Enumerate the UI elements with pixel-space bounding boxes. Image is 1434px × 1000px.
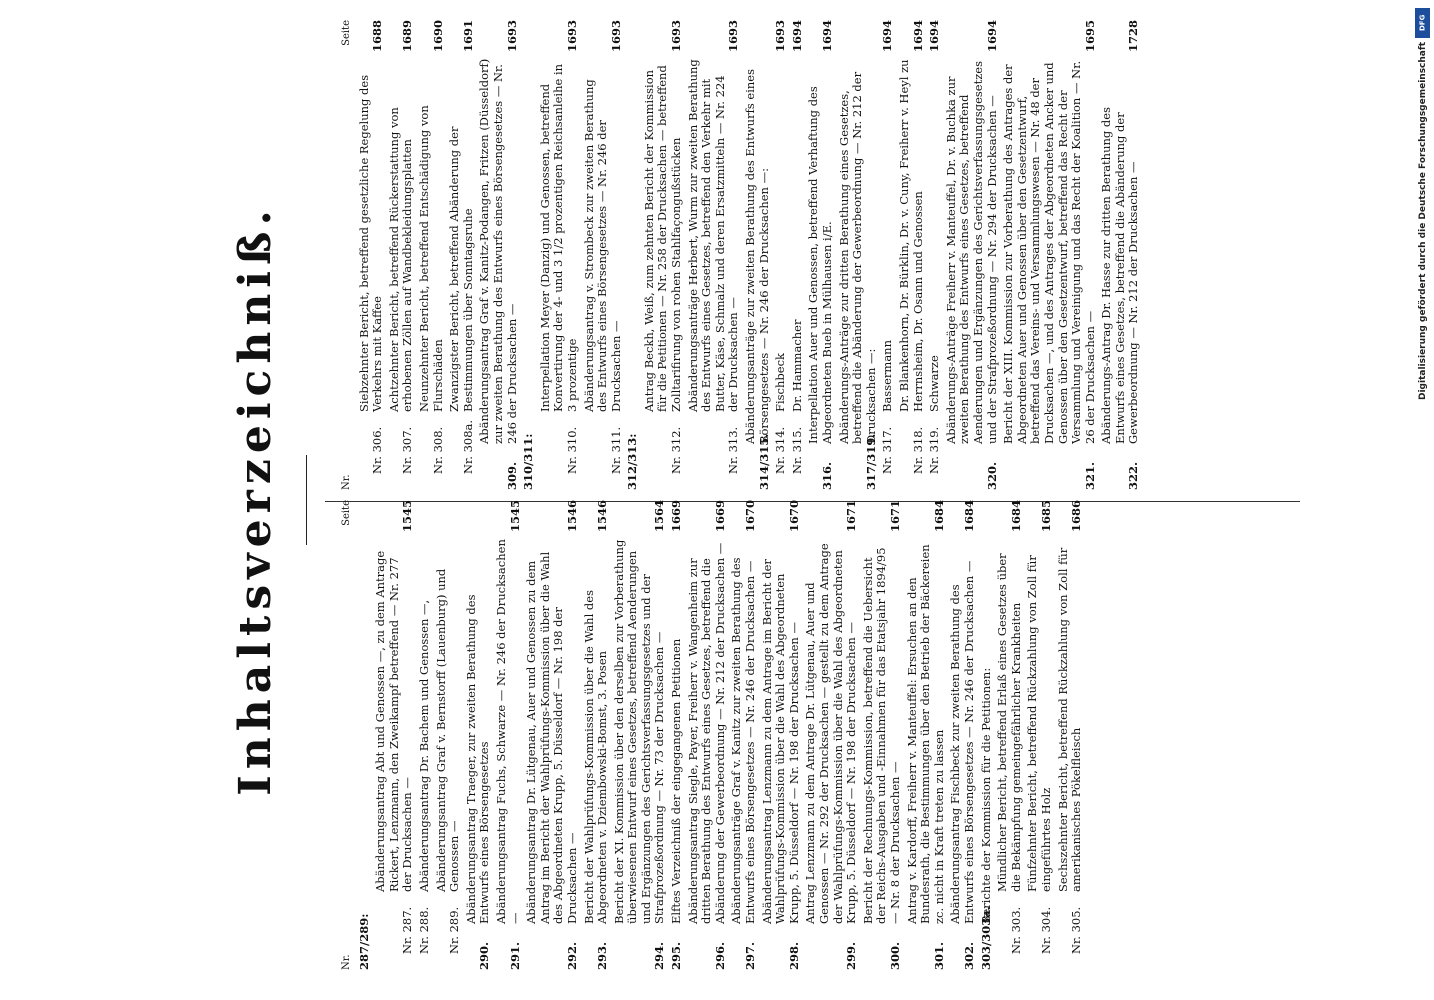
- toc-entry: [687, 500, 728, 970]
- entry-number: 297.: [743, 941, 758, 970]
- seite-label: Seite: [341, 500, 352, 526]
- entry-title: Achtzehnter Bericht, betreffend Rückerstattung von erhobenen Zöllen auf Wandbekleidungsplatten: [386, 107, 415, 412]
- entry-page: 1684: [1008, 500, 1023, 533]
- entry-number: 302.: [961, 941, 976, 970]
- dfg-logo: DFG: [1415, 8, 1430, 38]
- entry-number: 316.: [820, 461, 834, 490]
- entry-page: 1686: [1069, 500, 1084, 533]
- toc-entry: [744, 20, 771, 490]
- entry-number: Nr. 310.: [564, 426, 579, 474]
- entry-number: 291.: [507, 941, 522, 970]
- toc-entry: [388, 20, 415, 490]
- toc-entry: [928, 20, 942, 490]
- entry-page: 1694: [927, 20, 942, 53]
- entry-page: 1728: [1126, 20, 1141, 53]
- entry-title: Abänderungsantrag Traeger, zur zweiten Berathung des Entwurfs eines Börsengesetzes: [463, 594, 492, 924]
- entry-title: Bericht der XIII. Kommission zur Vorberathung des Antrages der Abgeordneten Auer und Genossen über den Gesetzentwurf, betreffend das Vereins- und Versammlungswesen — Nr. 48 der Drucksachen —, und des Antrages der Abgeordneten Ancker und Genossen über den Gesetzentwurf, betreffend das Recht der Versammlung und Vereinigung und das Recht der Koalition — Nr. 26 der Drucksachen —: [1001, 60, 1097, 444]
- entry-title: Bassermann: [880, 340, 895, 412]
- entry-number: Nr. 313.: [726, 426, 741, 474]
- entry-page: 1688: [370, 20, 385, 53]
- entry-page: 1669: [712, 500, 727, 533]
- entry-title: Abänderungsantrag Fuchs, Schwarze — Nr. 246 der Drucksachen —: [493, 539, 522, 924]
- entry-title: Antrag Lenzmann zu dem Antrage Dr. Lütgenau, Auer und Genossen — Nr. 292 der Drucksachen — gestellt zu dem Antrage der Wahlprüfungs-Kommission über die Wahl des Abgeordneten Krupp, 5. Düsseldorf — Nr. 198 der Drucksachen —: [803, 543, 859, 924]
- entry-number: 290.: [477, 941, 492, 970]
- entry-page: 1670: [743, 500, 758, 533]
- entry-number: Nr. 306.: [370, 426, 385, 474]
- entry-number: Nr. 288.: [416, 906, 431, 954]
- entry-page: 1694: [789, 20, 804, 53]
- toc-entry: [1057, 500, 1084, 970]
- entry-number: 322.: [1126, 461, 1141, 490]
- entry-title: Bericht der Wahlprüfungs-Kommission über die Wahl des Abgeordneten v. Dziembowski-Bomst, 3. Posen: [581, 590, 610, 924]
- left-column-header: [340, 500, 354, 970]
- entry-title: Abänderungsantrag Graf v. Kanitz-Podangen, Fritzen (Düsseldorf) zur zweiten Berathung des Entwurfs eines Börsengesetzes — Nr. 246 der Drucksachen —: [477, 58, 519, 444]
- title-rule: [306, 455, 307, 545]
- entry-number: 321.: [1082, 461, 1097, 490]
- entry-title: Abänderungsantrag Lenzmann zu dem Antrage im Bericht der Wahlprüfungs-Kommission über die Wahl des Abgeordneten Krupp, 5. Düsseldorf — Nr. 198 der Drucksachen —: [759, 559, 801, 924]
- entry-page: 1671: [844, 500, 859, 533]
- toc-entry: [1002, 20, 1097, 490]
- entry-number: 300.: [887, 941, 902, 970]
- entry-page: 1694: [984, 20, 999, 53]
- entry-page: 1694: [820, 20, 834, 53]
- entry-page: 1693: [564, 20, 579, 53]
- entry-title: Abänderungsantrag v. Strombeck zur zweiten Berathung des Entwurfs eines Börsengesetzes — Nr. 246 der Drucksachen —: [581, 79, 623, 412]
- entry-number: 287/289:: [356, 913, 371, 970]
- entry-number: 317/319.: [863, 433, 878, 490]
- page-title: Inhaltsverzeichniß.: [230, 204, 281, 796]
- entry-number: Nr. 303.: [1008, 906, 1023, 954]
- entry-number: Nr. 287.: [400, 906, 415, 954]
- entry-title: Mündlicher Bericht, betreffend Erlaß eines Gesetzes über die Bekämpfung gemeingefährlicher Krankheiten: [995, 553, 1023, 892]
- entry-page: 1670: [786, 500, 801, 533]
- entry-number: Nr. 289.: [447, 906, 462, 954]
- toc-entry: [761, 500, 802, 970]
- entry-page: 1691: [460, 20, 475, 53]
- toc-entry: [1026, 500, 1053, 970]
- entry-page: 1685: [1038, 500, 1053, 533]
- toc-entry: [358, 20, 385, 490]
- toc-entry: [522, 20, 536, 490]
- entry-title: Abänderungsantrag Fischbeck zur zweiten Berathung des Entwurfs eines Börsengesetzes — Nr. 246 der Drucksachen —: [948, 560, 976, 924]
- entry-title: Berichte der Kommission für die Petitionen:: [978, 667, 993, 924]
- toc-entry: [495, 500, 522, 970]
- toc-entry: [1100, 20, 1141, 490]
- toc-entry: [996, 500, 1023, 970]
- entry-number: Nr. 305.: [1069, 906, 1084, 954]
- funding-credit: Digitalisierung gefördert durch die Deutsche Forschungsgemeinschaft: [1418, 41, 1428, 400]
- entry-number: Nr. 304.: [1038, 906, 1053, 954]
- toc-entry: [613, 500, 667, 970]
- entry-title: Abänderungsantrag Abt und Genossen —, zu dem Antrage Rickert, Lenzmann, den Zweikampf betreffend — Nr. 277 der Drucksachen —: [373, 550, 415, 892]
- toc-entry: [906, 500, 947, 970]
- entry-number: 299.: [844, 941, 859, 970]
- entry-number: Nr. 312.: [669, 426, 684, 474]
- entry-title: Interpellation Meyer (Danzig) und Genossen, betreffend Konvertirung der 4- und 3 1/2 prozentigen Reichsanleihe in 3 prozentige: [537, 63, 579, 412]
- entry-page: 1694: [880, 20, 895, 53]
- entry-number: 295.: [669, 941, 684, 970]
- entry-page: 1545: [400, 500, 415, 533]
- toc-entry: [435, 500, 462, 970]
- entry-number: 312/313:: [625, 433, 640, 490]
- entry-number: Nr. 307.: [400, 426, 415, 474]
- entry-page: 1684: [961, 500, 976, 533]
- entry-title: Abänderungs-Antrag Dr. Hasse zur dritten Berathung des Entwurfs eines Gesetzes, betreffend die Abänderung der Gewerbeordnung — Nr. 212 der Drucksachen —: [1099, 107, 1141, 444]
- toc-entry: [583, 20, 624, 490]
- toc-entry: [539, 20, 580, 490]
- entry-title: Neunzehnter Bericht, betreffend Entschädigung von Flurschäden: [416, 105, 445, 412]
- toc-entry: [730, 500, 757, 970]
- entry-page: 1693: [726, 20, 741, 53]
- toc-entry: [804, 500, 858, 970]
- toc-entry: [643, 20, 684, 490]
- entry-number: Nr. 315.: [789, 426, 804, 474]
- entry-number: 303/303a.: [978, 906, 993, 970]
- toc-entry: [448, 20, 475, 490]
- entry-page: 1693: [773, 20, 788, 53]
- entry-number: Nr. 308.: [430, 426, 445, 474]
- toc-entry: [670, 500, 684, 970]
- entry-title: Antrag v. Kardorff, Freiherr v. Manteuffel: Ersuchen an den Bundesrath, die Bestimmungen über den Betrieb der Bäckereien zc. nicht in Kraft treten zu lassen: [904, 544, 946, 924]
- entry-title: Sechszehnter Bericht, betreffend Rückzahlung von Zoll für amerikanisches Pökelfleisch: [1055, 547, 1084, 892]
- entry-title: Abänderungsantrag Dr. Lütgenau, Auer und Genossen zu dem Antrag im Bericht der Wahlprüfungs-Kommission über die Wahl des Abgeordneten Krupp, 5. Düsseldorf — Nr. 198 der Drucksachen —: [524, 551, 579, 924]
- entry-number: 296.: [712, 941, 727, 970]
- entry-number: 301.: [931, 941, 946, 970]
- entry-number: 293.: [595, 941, 610, 970]
- entry-page: 1693: [504, 20, 519, 53]
- right-column: [340, 20, 1144, 490]
- toc-entry: [980, 500, 994, 970]
- entry-page: 1695: [1082, 20, 1097, 53]
- entry-number: 320.: [984, 461, 999, 490]
- toc-entry: [687, 20, 741, 490]
- toc-entry: [374, 500, 415, 970]
- entry-page: 1564: [652, 500, 667, 533]
- entry-title: Bericht der XI. Kommission über den derselben zur Vorberathung überwiesenen Entwurf eines Gesetzes, betreffend Aenderungen und Ergänzungen des Gerichtsverfassungsgesetzes und der Strafprozeßordnung — Nr. 73 der Drucksachen —: [611, 539, 667, 924]
- entry-title: Abänderungsantrag Siegle, Payer, Freiherr v. Wangenheim zur dritten Berathung des Entwurfs eines Gesetzes, betreffend die Abänderung der Gewerbeordnung — Nr. 212 der Drucksachen —: [685, 542, 727, 924]
- nr-label: Nr.: [341, 474, 352, 490]
- entry-page: 1545: [507, 500, 522, 533]
- toc-entry: [418, 20, 445, 490]
- nr-label: Nr.: [341, 954, 352, 970]
- toc-entry: [418, 500, 432, 970]
- entry-title: Abänderungsanträge zur zweiten Berathung des Entwurfs eines Börsengesetzes — Nr. 246 der Drucksachen —:: [743, 69, 771, 444]
- toc-entry: [898, 20, 925, 490]
- toc-entry: [774, 20, 788, 490]
- entry-number: 294.: [652, 941, 667, 970]
- entry-page: 1694: [910, 20, 925, 53]
- entry-title: Abänderungsanträge Graf v. Kanitz zur zweiten Berathung des Entwurfs eines Börsengesetzes — Nr. 246 der Drucksachen —: [729, 557, 758, 924]
- entry-title: Interpellation Auer und Genossen, betreffend Verhaftung des Abgeordneten Bueb in Mülhausen i/E.: [806, 86, 834, 444]
- entry-page: 1669: [669, 500, 684, 533]
- entry-title: Antrag Beckh, Weiß, zum zehnten Bericht der Kommission für die Petitionen — Nr. 258 der Drucksachen — betreffend Zolltarifirung von rohen Stahlfaçongußstücken: [641, 65, 684, 412]
- entry-number: Nr. 319.: [927, 426, 942, 474]
- entry-title: Dr. Blankenhorn, Dr. Bürklin, Dr. v. Cuny, Freiherr v. Heyl zu Herrnsheim, Dr. Osann und Genossen: [896, 59, 925, 412]
- toc-entry: [358, 500, 372, 970]
- entry-page: 1546: [564, 500, 579, 533]
- entry-title: Fünfzehnter Bericht, betreffend Rückzahlung von Zoll für eingeführtes Holz: [1025, 555, 1053, 892]
- entry-title: Schwarze: [927, 355, 942, 412]
- entry-number: Nr. 317.: [880, 426, 895, 474]
- toc-entry: [583, 500, 610, 970]
- toc-entry: [945, 20, 999, 490]
- entry-title: Zwanzigster Bericht, betreffend Abänderung der Bestimmungen über Sonntagsruhe: [447, 126, 475, 412]
- digitization-sidebar: [1412, 0, 1434, 1000]
- entry-number: 310/311:: [521, 433, 536, 490]
- toc-entry: [807, 20, 834, 490]
- entry-number: 314/315.: [756, 433, 771, 490]
- entry-title: Fischbeck: [773, 353, 788, 412]
- toc-entry: [626, 20, 640, 490]
- entry-title: Abänderungsantrag Dr. Bachem und Genossen —,: [416, 599, 431, 892]
- left-column: [340, 500, 1087, 970]
- entry-number: Nr. 314.: [773, 426, 788, 474]
- entry-page: 1693: [669, 20, 684, 53]
- entry-page: 1671: [887, 500, 902, 533]
- toc-entry: [465, 500, 492, 970]
- entry-number: 298.: [786, 941, 801, 970]
- entry-number: Nr. 308a.: [460, 419, 475, 474]
- toc-entry: [838, 20, 879, 490]
- entry-title: Abänderungsanträge Herbert, Wurm zur zweiten Berathung des Entwurfs eines Gesetzes, betreffend den Verkehr mit Butter, Käse, Schmalz und deren Ersatzmitteln — Nr. 224 der Drucksachen —: [685, 59, 741, 412]
- toc-entry: [525, 500, 579, 970]
- entry-title: Abänderungs-Anträge Freiherr v. Manteuffel, Dr. v. Buchka zur zweiten Berathung des Entwurfs eines Gesetzes, betreffend Aenderungen und Ergänzungen des Gerichtsverfassungsgesetzes und der Strafprozeßordnung — Nr. 294 der Drucksachen —: [943, 61, 999, 444]
- entry-title: Siebzehnter Bericht, betreffend gesetzliche Regelung des Verkehrs mit Kaffee: [356, 74, 385, 412]
- right-column-header: [340, 20, 354, 490]
- entry-page: 1689: [400, 20, 415, 53]
- entry-title: Abänderungs-Anträge zur dritten Berathung eines Gesetzes, betreffend die Abänderung der Gewerbeordnung — Nr. 212 der Drucksachen —:: [836, 71, 878, 444]
- entry-number: 292.: [564, 941, 579, 970]
- toc-entry: [949, 500, 976, 970]
- toc-entry: [881, 20, 895, 490]
- seite-label: Seite: [341, 20, 352, 46]
- entry-page: 1684: [931, 500, 946, 533]
- entry-page: 1546: [595, 500, 610, 533]
- entry-number: Nr. 318.: [910, 426, 925, 474]
- entry-title: Elftes Verzeichniß der eingegangenen Petitionen: [669, 638, 684, 924]
- toc-entry: [862, 500, 903, 970]
- entry-title: Bericht der Rechnungs-Kommission, betreffend die Uebersicht der Reichs-Ausgaben und -Einnahmen für das Etatsjahr 1894/95 — Nr. 8 der Drucksachen —: [860, 547, 902, 924]
- entry-page: 1690: [430, 20, 445, 53]
- entry-number: 309.: [504, 461, 519, 490]
- toc-entry: [478, 20, 519, 490]
- entry-title: Dr. Hammacher: [789, 319, 804, 412]
- entry-page: 1693: [608, 20, 623, 53]
- entry-number: Nr. 311.: [608, 426, 623, 474]
- toc-entry: [791, 20, 805, 490]
- entry-title: Abänderungsantrag Graf v. Bernstorff (Lauenburg) und Genossen —: [433, 568, 462, 892]
